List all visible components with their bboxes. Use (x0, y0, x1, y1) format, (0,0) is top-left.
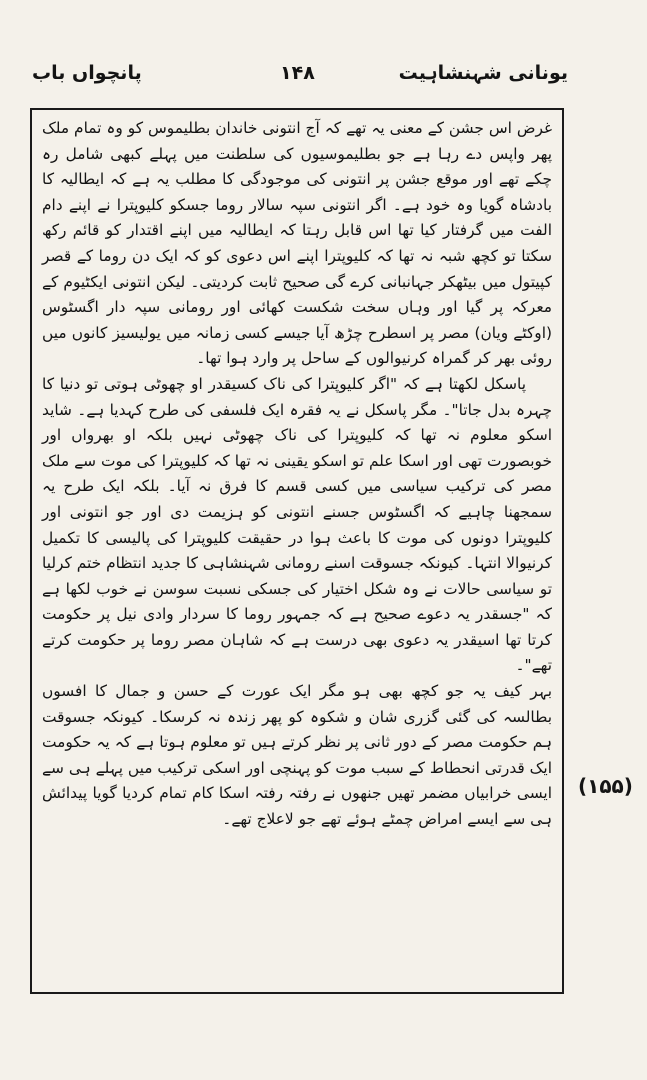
page-number: ۱۴۸ (280, 62, 315, 84)
body-text (42, 116, 552, 833)
margin-page-reference: (۱۵۵) (578, 774, 633, 798)
paragraph-2: پاسکل لکھتا ہے کہ "اگر کلیوپترا کی ناک کسیقدر او چھوٹی ہوتی تو دنیا کا چہرہ بدل جاتا"۔ مگر پاسکل نے یہ فقرہ ایک فلسفی کی طرح کہدیا ہے۔ شاید اسکو معلوم نہ تھا کہ کلیوپترا کی ناک چھوٹی نہیں بلکہ او بھرواں اور خوبصورت تھی اور اسکا علم تو اسکو یقینی نہ تھا کہ کلیوپترا کی موت سے ملک مصر کی ترکیب سیاسی میں کسی قسم کا فرق نہ آیا۔ بلکہ ایک طرح یہ سمجھنا چاہیے کہ اگسٹوس جسنے انتونی کو ہزیمت دی اور جو انتونی اور کلیوپترا دونوں کی موت کا باعث ہوا در حقیقت کلیوپترا کی پالیسی کا تکمیل کرنیوالا انتہا۔ کیونکہ جسوقت اسنے رومانی شہنشاہی کا جدید انتظام ختم کرلیا تو سیاسی حالات نے وہ شکل اختیار کی جسکی نسبت سوسن نے خوب لکھا ہے کہ "جسقدر یہ دعوے صحیح ہے کہ جمہور روما کا سردار وادی نیل پر حکومت کرتا تھا اسیقدر یہ دعوی بھی درست ہے کہ شاہان مصر روما پر حکومت کرتے تھے"۔ (42, 374, 552, 675)
text-frame (30, 108, 564, 994)
running-title: یونانی شہنشاہیت (398, 62, 568, 84)
chapter-label: پانچواں باب (32, 62, 142, 84)
paragraph-1: غرض اس جشن کے معنی یہ تھے کہ آج انتونی خاندان بطلیموس کو وہ تمام ملک پھر واپس دے رہا ہے جو بطلیموسیوں کی سلطنت میں پہلے کبھی شامل رہ چکے تھے اور موقع جشن پر انتونی کی موجودگی کا مطلب یہ ہے کہ ایطالیہ کا بادشاہ گویا وہ خود ہے۔ اگر انتونی سپہ سالار روما جسکو کلیوپترا نے اپنے دام الفت میں گرفتار کیا تھا اس قابل رہتا کہ ایطالیہ میں اپنے اقتدار کو قائم رکھ سکتا تو کچھ شبہ نہ تھا کہ کلیوپترا اپنے اس دعوی کو کہ ایک دن روما کے قصر کپیتول میں بیٹھکر جہانبانی کرے گی صحیح ثابت کردیتی۔ لیکن انتونی ایکٹیوم کے معرکہ پر گیا اور وہاں سخت شکست کھائی اور رومانی سپہ دار اگسٹوس (اوکٹے ویان) مصر پر اسطرح چڑھ آیا جیسے کسی زمانہ میں یولیسیز کانوں میں روئی بھر کر گمراہ کرنیوالوں کے ساحل پر وارد ہوا تھا۔ (42, 119, 552, 368)
page-header (32, 60, 568, 94)
paragraph-3: بہر کیف یہ جو کچھ بھی ہو مگر ایک عورت کے حسن و جمال کا افسوں بطالسہ کی گئی گزری شان و شکوہ کو پھر زندہ نہ کرسکا۔ کیونکہ جسوقت ہم حکومت مصر کے دور ثانی پر نظر کرتے ہیں تو معلوم ہوتا ہے کہ یہ حکومت ایک قدرتی انحطاط کے سبب موت کو پہنچی اور اسکی ترکیب میں پہلے ہی سے ایسی خرابیاں مضمر تھیں جنھوں نے رفتہ رفتہ اسکا کام تمام کردیا گویا پیدائش ہی سے ایسے امراض چمٹے ہوئے تھے جو لاعلاج تھے۔ (42, 682, 552, 829)
